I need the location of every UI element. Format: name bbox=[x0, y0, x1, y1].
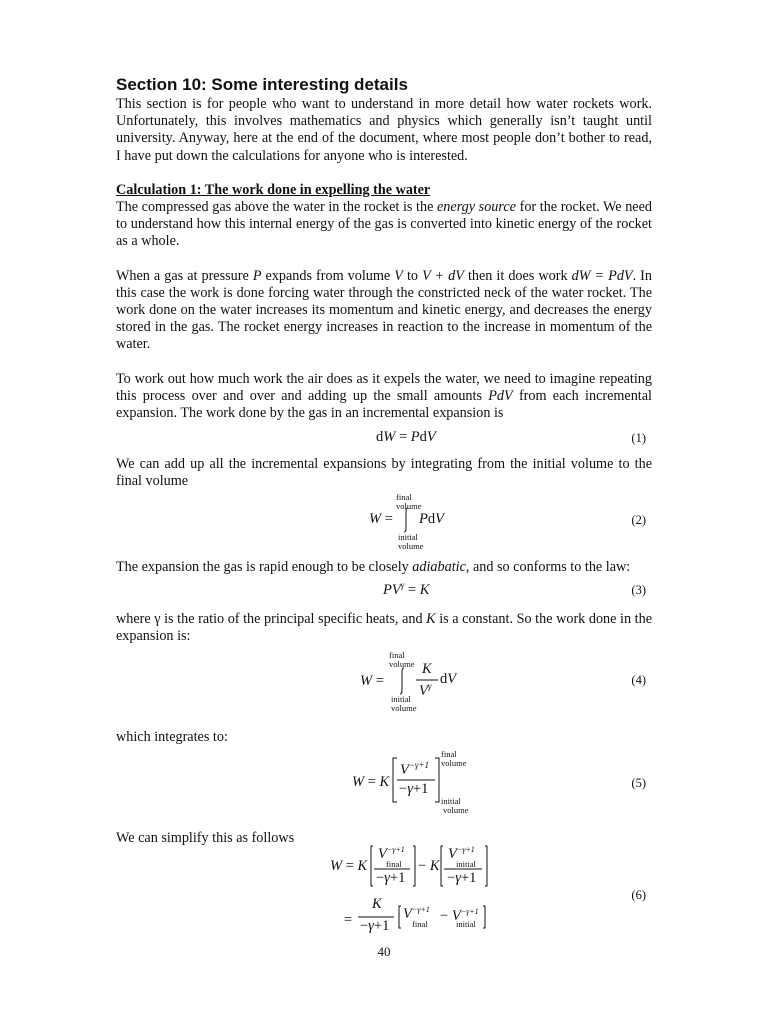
calculation-1-heading: Calculation 1: The work done in expelling the water bbox=[116, 181, 431, 198]
section-title: Section 10: Some interesting details bbox=[116, 75, 408, 94]
equation-number: (2) bbox=[631, 512, 646, 527]
energy-source-emphasis: energy source bbox=[437, 199, 516, 216]
equation-number: (1) bbox=[631, 431, 646, 446]
integral-sign bbox=[397, 667, 407, 695]
paragraph-gamma: where γ is the ratio of the principal specific heats, and K is a constant. So the work done in the expansion is: bbox=[116, 610, 652, 645]
equation-2: final volume W = PdV initial volume (2) bbox=[369, 491, 646, 551]
page-number: 40 bbox=[377, 944, 391, 959]
equation-1: dW = PdV (1) bbox=[376, 429, 646, 446]
paragraph-simplify: We can simplify this as follows bbox=[116, 830, 295, 847]
equation-3: $PV^\gamma = K$ (3) bbox=[383, 579, 646, 598]
equation-number: (6) bbox=[631, 887, 646, 902]
equation-number: (3) bbox=[631, 582, 646, 597]
integral-sign bbox=[401, 507, 411, 533]
equation-5: W = K $V^{-\gamma+1}$ −γ+1 final volume initial volume (5) bbox=[352, 749, 646, 816]
paragraph-adiabatic: The expansion the gas is rapid enough to be closely adiabatic, and so conforms to the law: bbox=[116, 558, 631, 575]
paragraph-integrates: which integrates to: bbox=[116, 729, 228, 746]
paragraph-energy-source: The compressed gas above the water in the rocket is the energy source for the rocket. We need to understand how this internal energy of the gas is converted into kinetic energy of the rocket as a whole. bbox=[116, 199, 652, 250]
equation-4: final volume W = K $V^\gamma$ dV initial volume (4) bbox=[360, 650, 646, 714]
paragraph-gas-expansion: When a gas at pressure P expands from volume V to V + dV then it does work dW = PdV. In this case the work is done forcing water through the constricted neck of the water rocket. The work done on the water increases its momentum and kinetic energy, and decreases the energy stored in the gas. The rocket energy increases in reaction to the increase in momentum of the water. bbox=[116, 267, 652, 353]
paragraph-work-repeat: To work out how much work the air does as it expels the water, we need to imagine repeating this process over and over and adding up the small amounts PdV from each incremental expansion. The work done by the gas in an incremental expansion is bbox=[116, 370, 652, 422]
equation-number: (5) bbox=[631, 776, 646, 791]
paragraph-integrate: We can add up all the incremental expansions by integrating from the initial volume to the final volume bbox=[116, 456, 652, 490]
equation-6: W = K $V^{-\gamma+1}$ final −γ+1 − K $V^{-\gamma+1}$ initial −γ+1 = K −γ+1 $V^{-\gamma+1}$ final − $V^{-\gamma+1}$ initial (6) bbox=[330, 844, 646, 934]
page-content bbox=[116, 74, 652, 948]
intro-paragraph: This section is for people who want to understand in more detail how water rockets work. Unfortunately, this involves mathematics and physics which generally isn’t taught until university. Anyway, here at the end of the document, where most people don’t bother to read, I have put down the calculations for anyone who is interested. bbox=[116, 96, 652, 164]
equation-number: (4) bbox=[631, 673, 646, 688]
